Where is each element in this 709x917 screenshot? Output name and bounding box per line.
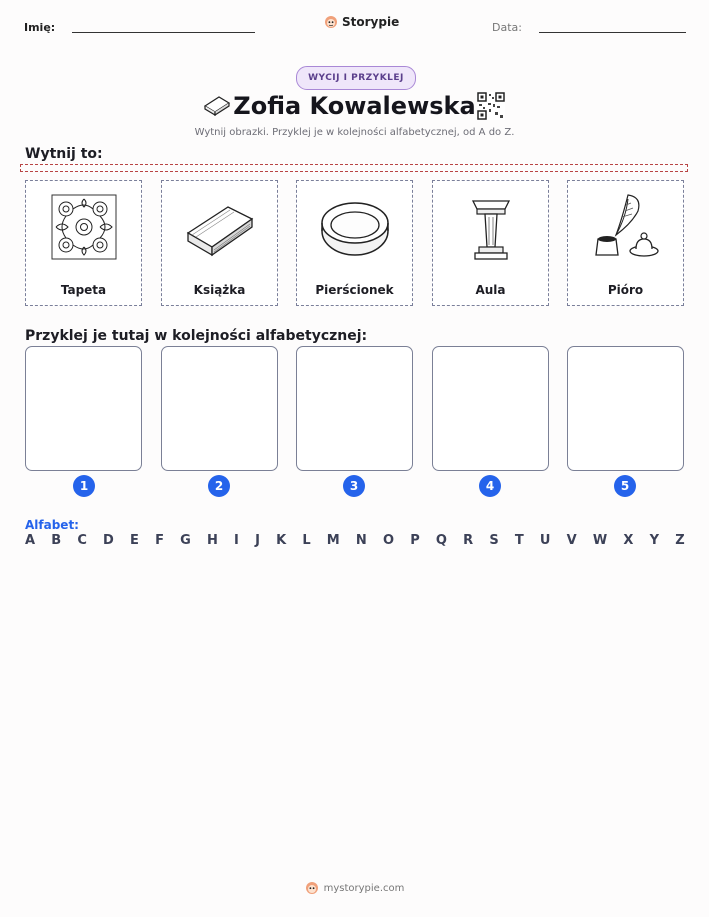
alphabet-letter: H (206, 533, 218, 548)
page-title: Zofia Kowalewska (233, 92, 476, 120)
alphabet-letter: L (302, 533, 311, 548)
alphabet-letter: X (623, 533, 634, 548)
card-label: Książka (193, 283, 246, 297)
alphabet-letter: Y (649, 533, 660, 548)
slot-number-2: 2 (208, 475, 230, 497)
paste-slot-5[interactable] (567, 346, 684, 471)
storypie-logo (324, 15, 399, 29)
alphabet-letter: W (592, 533, 608, 548)
activity-type-badge: WYCIJ I PRZYKLEJ (296, 66, 416, 90)
wallpaper-pattern-icon (44, 189, 124, 269)
alphabet-heading: Alfabet: (25, 518, 79, 532)
name-label: Imię: (24, 21, 56, 34)
storypie-mascot-icon (324, 15, 338, 29)
alphabet-letter: N (355, 533, 367, 548)
paste-slot-2[interactable] (161, 346, 278, 471)
alphabet-letter: D (103, 533, 114, 548)
storypie-mascot-icon (305, 881, 319, 895)
alphabet-letter: Q (435, 533, 447, 548)
alphabet-letter: T (514, 533, 524, 548)
alphabet-letter: V (566, 533, 577, 548)
paste-section-heading: Przyklej je tutaj w kolejności alfabetycznej: (25, 328, 368, 344)
alphabet-letter: E (130, 533, 139, 548)
card-label: Aula (475, 283, 506, 297)
slot-number-5: 5 (614, 475, 636, 497)
paste-slot-3[interactable] (296, 346, 413, 471)
cut-guide-line (20, 164, 688, 172)
alphabet-letter: S (489, 533, 499, 548)
slot-number-1: 1 (73, 475, 95, 497)
card-label: Pierścionek (315, 283, 394, 297)
alphabet-letter: K (276, 533, 287, 548)
alphabet-letter: U (539, 533, 551, 548)
cut-card-pioro[interactable] (567, 180, 684, 306)
date-field-line[interactable] (539, 32, 686, 33)
alphabet-letter: F (155, 533, 164, 548)
alphabet-row (25, 533, 685, 548)
alphabet-letter: Z (675, 533, 685, 548)
alphabet-letter: C (77, 533, 87, 548)
instructions: Wytnij obrazki. Przyklej je w kolejności alfabetycznej, od A do Z. (194, 127, 515, 138)
quill-inkwell-icon (586, 189, 666, 269)
ring-icon (315, 189, 395, 269)
cut-card-ksiazka[interactable] (161, 180, 278, 306)
brand-name: Storypie (342, 15, 400, 29)
cut-card-aula[interactable] (432, 180, 549, 306)
cut-section-heading: Wytnij to: (25, 146, 103, 162)
lectern-icon (451, 189, 531, 269)
alphabet-letter: A (25, 533, 36, 548)
slot-number-4: 4 (479, 475, 501, 497)
card-label: Tapeta (60, 283, 107, 297)
alphabet-letter: G (180, 533, 191, 548)
alphabet-letter: R (463, 533, 474, 548)
alphabet-letter: P (410, 533, 420, 548)
book-icon (180, 189, 260, 269)
name-field-line[interactable] (72, 32, 255, 33)
paste-slot-1[interactable] (25, 346, 142, 471)
slot-number-3: 3 (343, 475, 365, 497)
footer (0, 881, 709, 895)
cut-card-tapeta[interactable] (25, 180, 142, 306)
cut-card-pierscionek[interactable] (296, 180, 413, 306)
alphabet-letter: O (382, 533, 395, 548)
alphabet-letter: I (234, 533, 239, 548)
footer-url: mystorypie.com (323, 882, 405, 894)
date-label: Data: (492, 21, 522, 34)
alphabet-letter: B (51, 533, 62, 548)
qr-code-icon (477, 92, 505, 120)
card-label: Pióro (607, 283, 644, 297)
alphabet-letter: M (326, 533, 340, 548)
paste-slot-4[interactable] (432, 346, 549, 471)
alphabet-letter: J (255, 533, 260, 548)
